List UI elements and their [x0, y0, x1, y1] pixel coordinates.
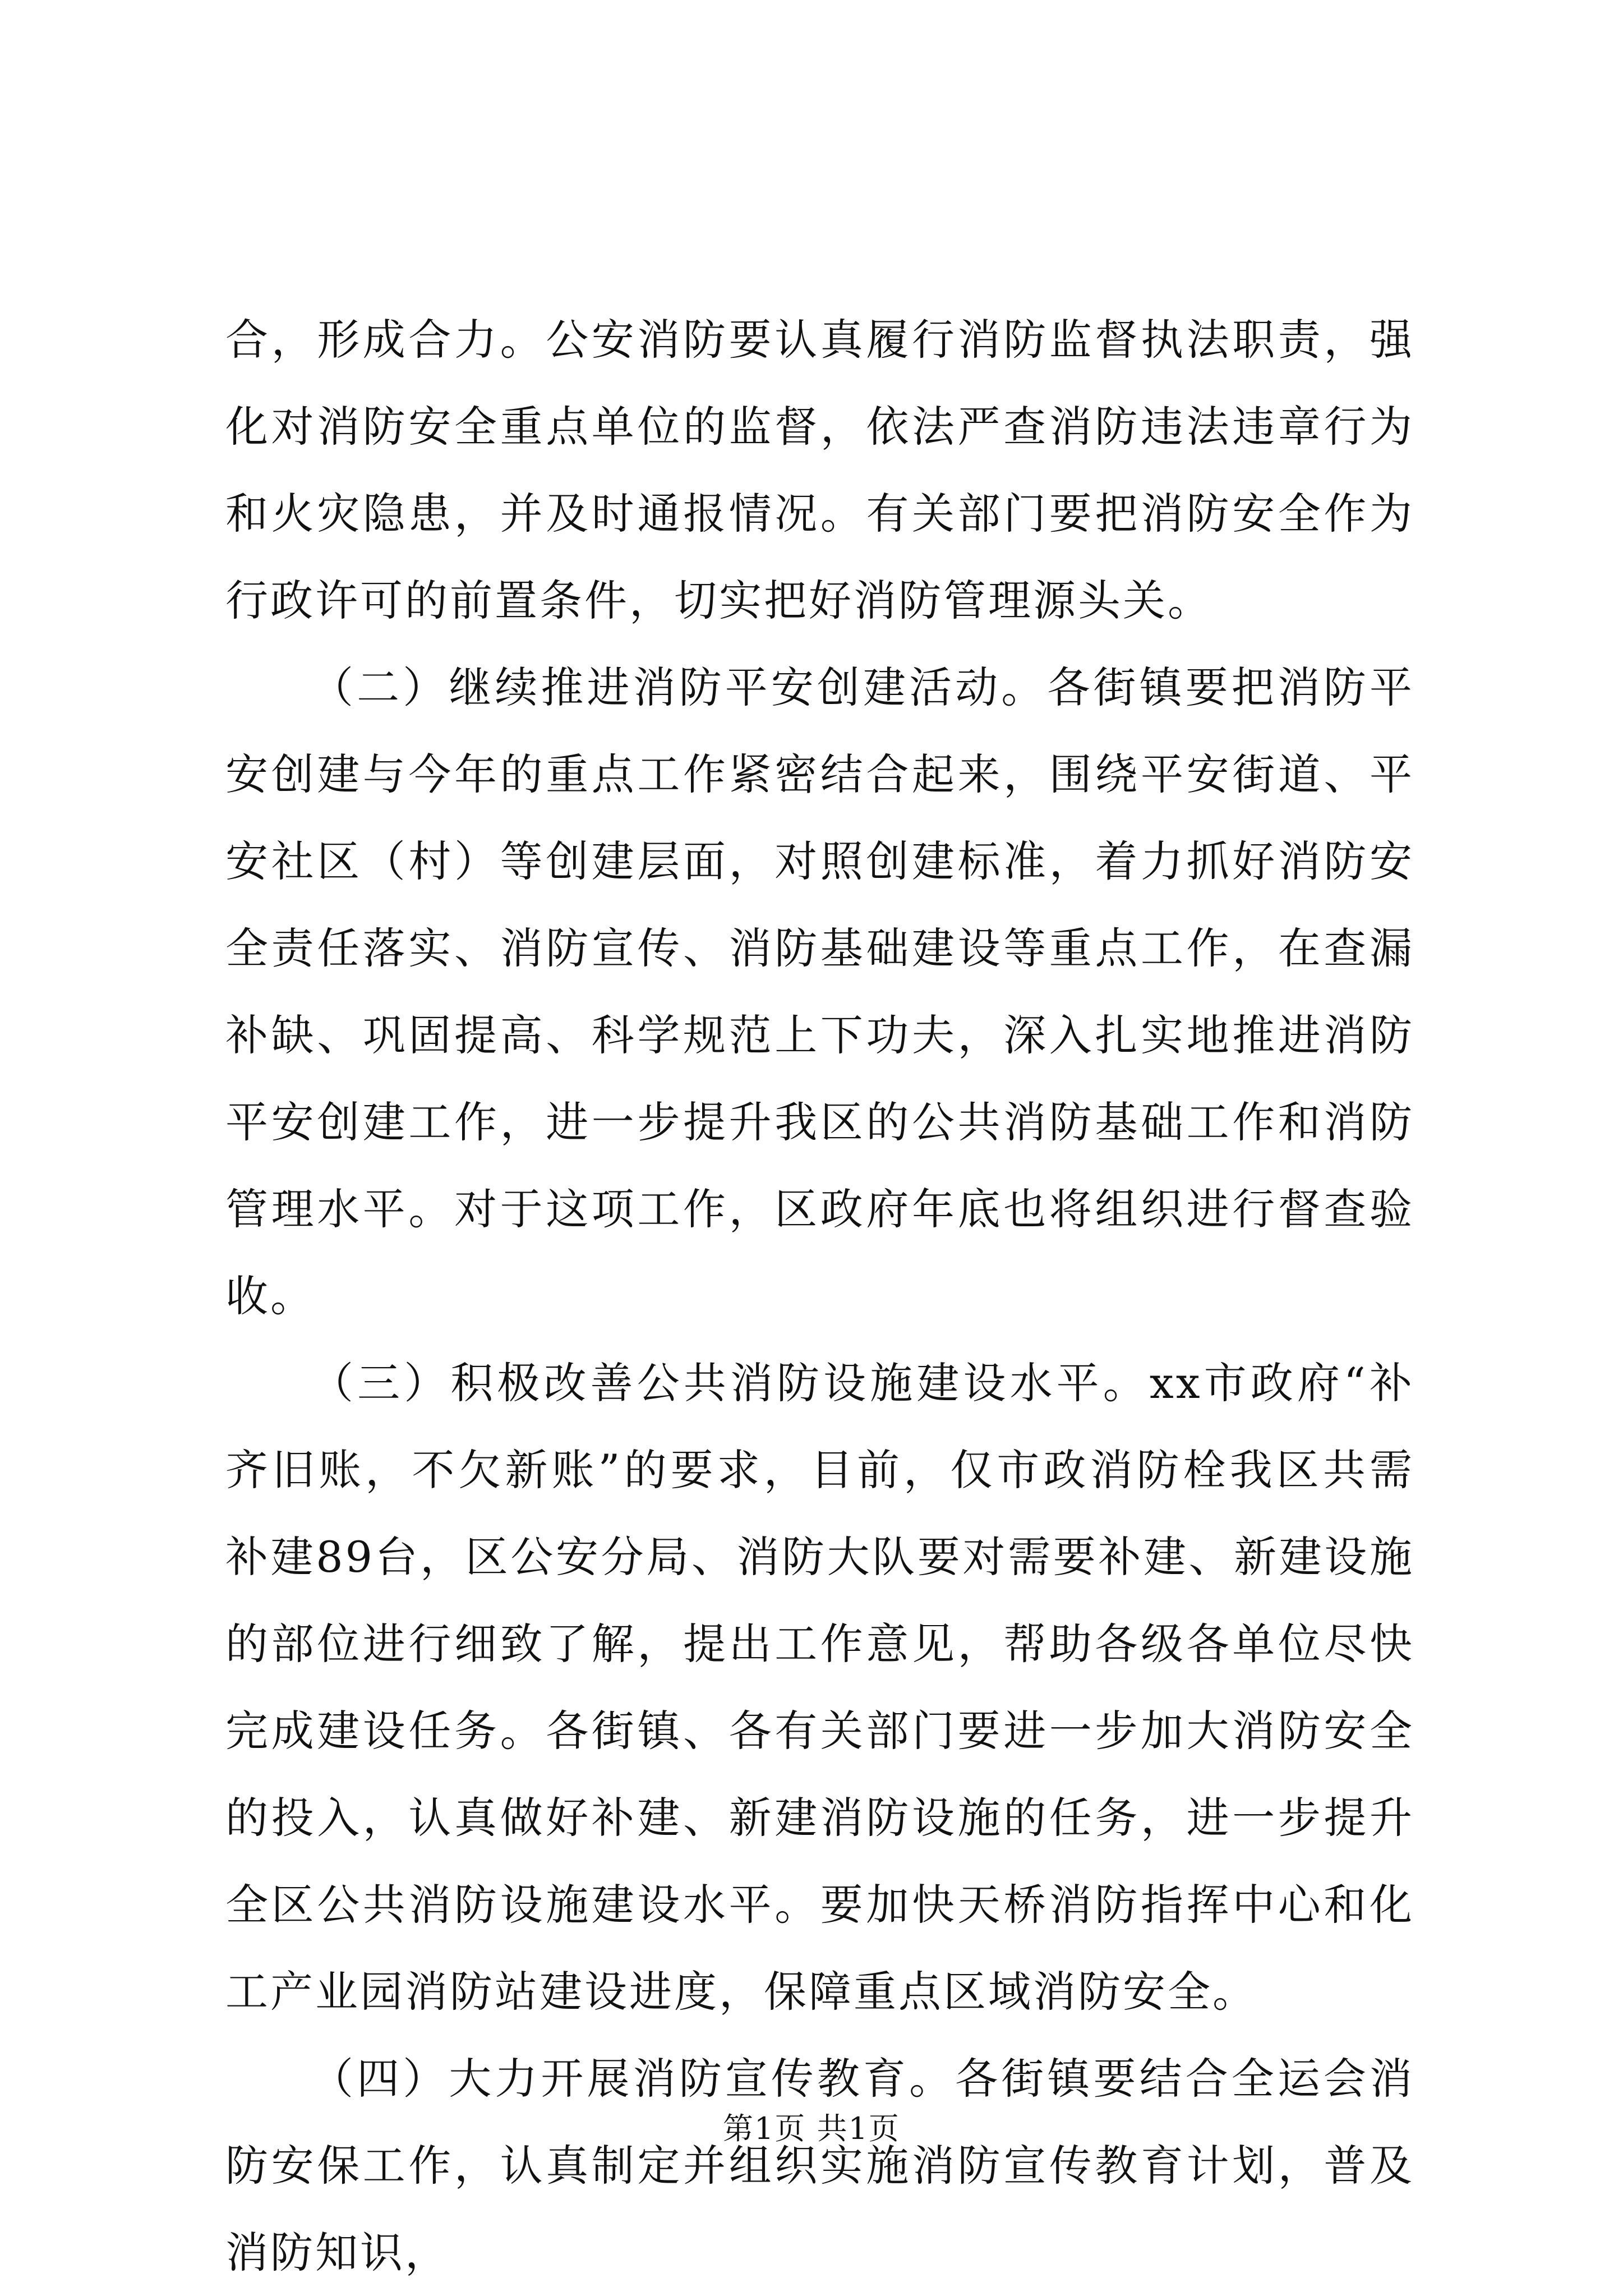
document-body — [225, 296, 1414, 2296]
page-footer: 第1页 共1页 — [723, 2111, 900, 2146]
paragraph-2: （二）继续推进消防平安创建活动。各街镇要把消防平安创建与今年的重点工作紧密结合起来，围绕平安街道、平安社区（村）等创建层面，对照创建标准，着力抓好消防安全责任落实、消防宣传、消防基础建设等重点工作，在查漏补缺、巩固提高、科学规范上下功夫，深入扎实地推进消防平安创建工作，进一步提升我区的公共消防基础工作和消防管理水平。对于这项工作，区政府年底也将组织进行督查验收。 — [225, 662, 1414, 1321]
paragraph-1: 合，形成合力。公安消防要认真履行消防监督执法职责，强化对消防安全重点单位的监督，依法严查消防违法违章行为和火灾隐患，并及时通报情况。有关部门要把消防安全作为行政许可的前置条件，切实把好消防管理源头关。 — [225, 315, 1414, 625]
paragraph-4: （四）大力开展消防宣传教育。各街镇要结合全运会消防安保工作，认真制定并组织实施消防宣传教育计划，普及消防知识， — [225, 2054, 1414, 2277]
paragraph-3: （三）积极改善公共消防设施建设水平。xx市政府“补齐旧账，不欠新账”的要求，目前，仅市政消防栓我区共需补建89台，区公安分局、消防大队要对需要补建、新建设施的部位进行细致了解，提出工作意见，帮助各级各单位尽快完成建设任务。各街镇、各有关部门要进一步加大消防安全的投入，认真做好补建、新建消防设施的任务，进一步提升全区公共消防设施建设水平。要加快天桥消防指挥中心和化工产业园消防站建设进度，保障重点区域消防安全。 — [225, 1358, 1414, 2017]
